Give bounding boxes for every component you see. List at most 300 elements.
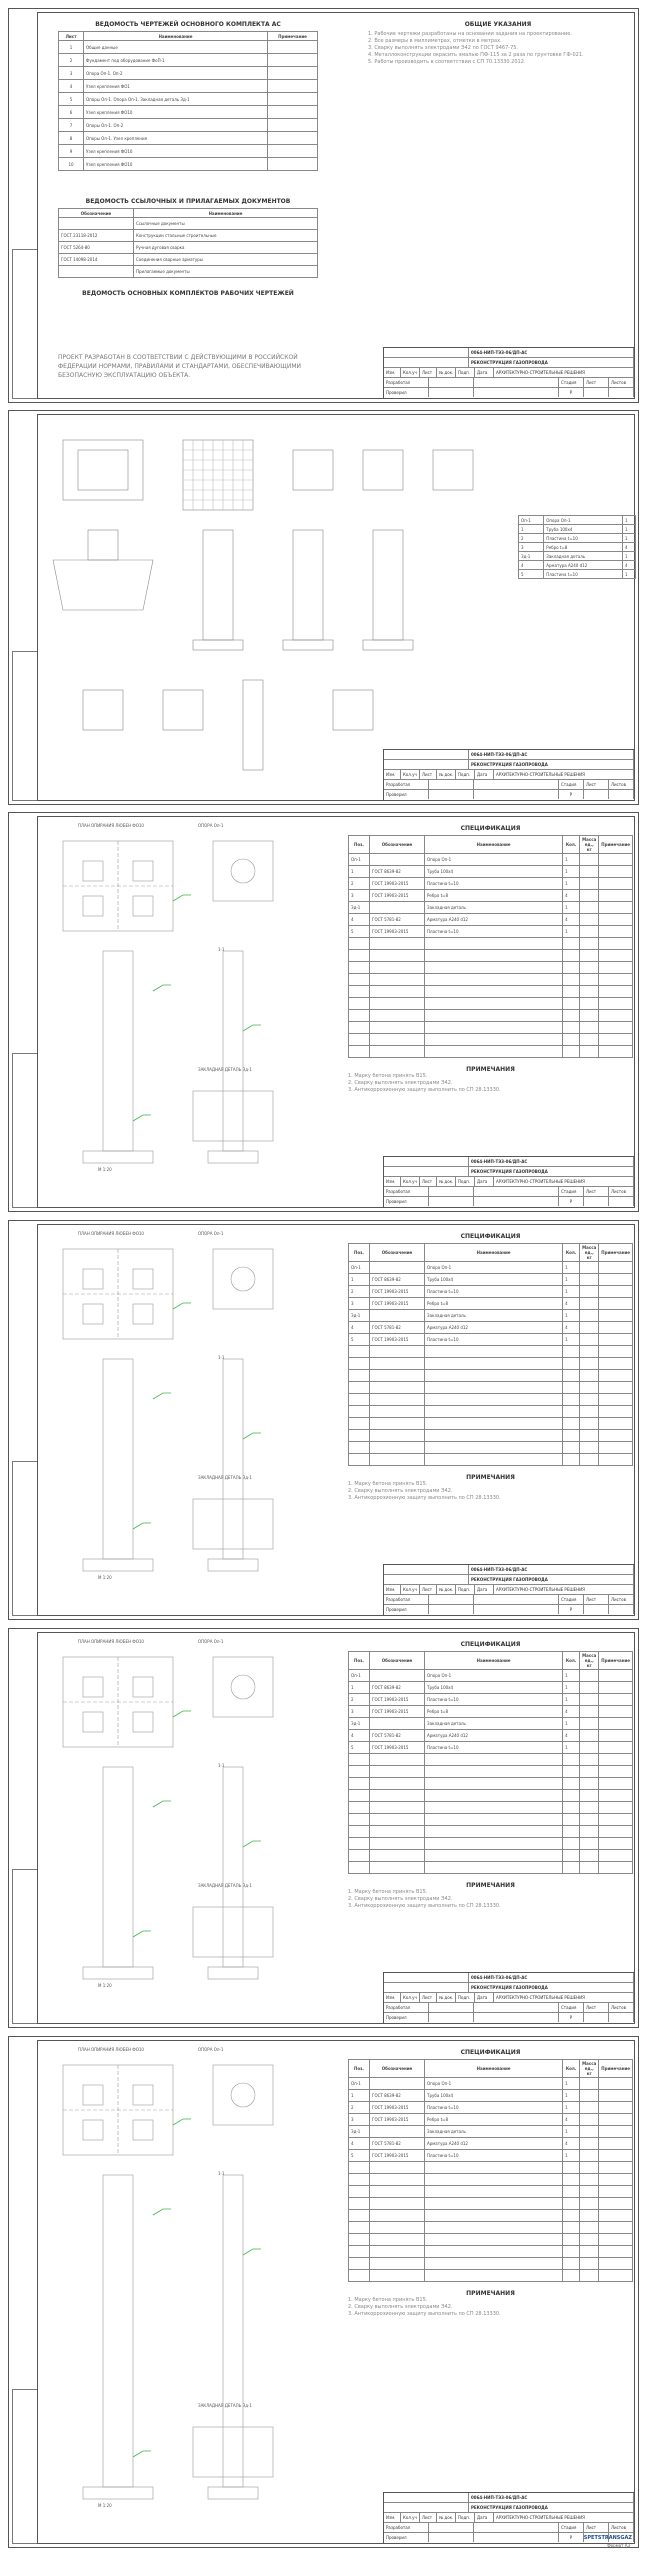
spec-table [348, 835, 633, 1058]
sheet-frame [37, 414, 635, 801]
spec-name: Арматура А240 d12 [425, 1322, 563, 1334]
stamp-dev-row [384, 378, 634, 388]
refs-title: ВЕДОМОСТЬ ССЫЛОЧНЫХ И ПРИЛАГАЕМЫХ ДОКУМЕНТОВ [85, 198, 291, 205]
table-row [59, 158, 318, 171]
spec-name: Опора Оп-1 [425, 1670, 563, 1682]
spec-doc [370, 1262, 425, 1274]
stamp-hdr-sign: Подп. [456, 2513, 475, 2522]
spec-table [348, 1243, 633, 1466]
spec-note: 1. Марку бетона принять B15. [348, 1889, 428, 1895]
stamp-hdr-doc: № док. [437, 770, 456, 779]
stamp-sheets-lbl: Листов [609, 378, 634, 387]
stamp-project-row [384, 1983, 634, 1993]
stamp-hdr-kol: Кол.уч [401, 1993, 420, 2002]
spec-name: Опора Оп-1 [425, 2078, 563, 2090]
table-row [349, 1838, 633, 1850]
table-row [349, 1706, 633, 1718]
spec-qty: 1 [563, 878, 580, 890]
stamp-dev-row [384, 780, 634, 790]
sheet-number: 8 [59, 132, 84, 145]
stamp-section: АРХИТЕКТУРНО-СТРОИТЕЛЬНЫЕ РЕШЕНИЯ [494, 1993, 634, 2002]
plan-label: ПЛАН ОПИРАНИЯ ЛЮБЕН ФО10 [78, 1639, 144, 1644]
stamp-hdr-izm: Изм. [384, 2513, 401, 2522]
table-row [349, 1298, 633, 1310]
table-row [349, 1274, 633, 1286]
spec-pos: 5 [519, 570, 544, 579]
spec-pos: Зд-1 [349, 1310, 370, 1322]
stamp-sheet-lbl: Лист [584, 1187, 609, 1196]
stamp-checked: Проверил [384, 2013, 429, 2022]
col-mass: Масса ед., кг [580, 836, 599, 854]
table-row [349, 1682, 633, 1694]
scale-label: М 1:20 [98, 1167, 112, 1172]
table-row [59, 67, 318, 80]
stamp-code: 0064-НИП-ТЭЗ-06/ДП-АС [469, 1157, 634, 1166]
table-row [349, 1286, 633, 1298]
spec-qty: 1 [563, 1742, 580, 1754]
table-row [349, 1802, 633, 1814]
spec-doc: ГОСТ 8639-82 [370, 2090, 425, 2102]
conformity-text: ПРОЕКТ РАЗРАБОТАН В СООТВЕТСТВИИ С ДЕЙСТВУЮЩИМИ В РОССИЙСКОЙ ФЕДЕРАЦИИ НОРМАМИ, ПРАВИЛАМИ И СТАНДАРТАМИ, ОБЕСПЕЧИВАЮЩИМИ БЕЗОПАСНУЮ ЭКСПЛУАТАЦИЮ ОБЪЕКТА. [58, 354, 302, 379]
spec-name: Ребро t=8 [425, 2114, 563, 2126]
col-name: Наименование [425, 1244, 563, 1262]
stamp-code-row [384, 750, 634, 760]
sheet-foundation [8, 410, 639, 805]
spec-pos: Зд-1 [349, 2126, 370, 2138]
spec-qty: 1 [563, 2102, 580, 2114]
notes-title: ПРИМЕЧАНИЯ [466, 1474, 515, 1481]
stamp-hdr-sign: Подп. [456, 1177, 475, 1186]
stamp-code: 0064-НИП-ТЭЗ-06/ДП-АС [469, 750, 634, 759]
stamp-sheets-lbl: Листов [609, 1187, 634, 1196]
zd-label: ЗАКЛАДНАЯ ДЕТАЛЬ Зд-1 [198, 1067, 252, 1072]
stamp-checked: Проверил [384, 2533, 429, 2542]
stamp-hdr-list: Лист [420, 1177, 437, 1186]
ref-doc: ГОСТ 14098-2014 [59, 254, 134, 266]
table-row [349, 926, 633, 938]
spec-qty: 1 [563, 1718, 580, 1730]
spec-name: Закладная деталь [425, 2126, 563, 2138]
col-doc: Обозначение [370, 2060, 425, 2078]
drawings-table [58, 31, 318, 171]
table-row [59, 218, 318, 230]
spec-doc: ГОСТ 19903-2015 [370, 1706, 425, 1718]
spec-doc: ГОСТ 19903-2015 [370, 878, 425, 890]
col-qty: Кол. [563, 836, 580, 854]
stamp-checked: Проверил [384, 1197, 429, 1206]
spec-name: Пластина t=10 [425, 1694, 563, 1706]
zd-label: ЗАКЛАДНАЯ ДЕТАЛЬ Зд-1 [198, 1883, 252, 1888]
spec-pos: 1 [349, 1682, 370, 1694]
spec-qty: 1 [563, 926, 580, 938]
stamp-stage-lbl: Стадия [559, 378, 584, 387]
spec-pos: Зд-1 [349, 902, 370, 914]
table-row [349, 1862, 633, 1874]
spec-name: Пластина t=10 [425, 1742, 563, 1754]
spec-pos: Оп-1 [349, 1262, 370, 1274]
stamp-code-row [384, 1565, 634, 1575]
section-label: 1-1 [218, 2171, 225, 2176]
stamp-sheet-lbl: Лист [584, 378, 609, 387]
stamp-code-row [384, 1973, 634, 1983]
stamp-code: 0064-НИП-ТЭЗ-06/ДП-АС [469, 1565, 634, 1574]
spec-name: Пластина t=10 [425, 2150, 563, 2162]
refs-list [58, 198, 318, 297]
stamp-project-row [384, 760, 634, 770]
stamp-section: АРХИТЕКТУРНО-СТРОИТЕЛЬНЫЕ РЕШЕНИЯ [494, 1585, 634, 1594]
stamp-hdr-date: Дата [475, 1177, 494, 1186]
spec-name: Пластина t=10 [425, 1286, 563, 1298]
stamp-chk-row [384, 1605, 634, 1614]
spec-table [348, 2059, 633, 2282]
stamp-hdr-list: Лист [420, 770, 437, 779]
table-row [349, 1358, 633, 1370]
spec-title: СПЕЦИФИКАЦИЯ [460, 1233, 521, 1240]
table-row [349, 2138, 633, 2150]
title-block [383, 1156, 635, 1208]
drawings-body [59, 41, 318, 171]
col-mass: Масса ед., кг [580, 2060, 599, 2078]
table-row [59, 145, 318, 158]
spec-pos: 4 [519, 561, 544, 570]
sheet-general-data [8, 8, 639, 403]
stamp-project-row [384, 1167, 634, 1177]
spec-note: 1. Марку бетона принять B15. [348, 1073, 428, 1079]
stamp-code: 0064-НИП-ТЭЗ-06/ДП-АС [469, 1973, 634, 1982]
spec-name: Арматура А240 d12 [425, 1730, 563, 1742]
sheet-number: 1 [59, 41, 84, 54]
side-strip [12, 1461, 38, 1616]
table-row [349, 2222, 633, 2234]
general-note: 5. Работы производить в соответствии с СП 70.13330.2012. [368, 59, 526, 65]
col-doc: Обозначение [370, 1652, 425, 1670]
spec-doc: ГОСТ 19903-2015 [370, 1694, 425, 1706]
spec-pos: 5 [349, 2150, 370, 2162]
table-row [349, 2150, 633, 2162]
table-row [349, 1430, 633, 1442]
spec-table [348, 1651, 633, 1874]
spec-pos: 3 [349, 1298, 370, 1310]
spec-pos: 5 [349, 926, 370, 938]
spec-qty: 1 [623, 570, 636, 579]
stamp-hdr-doc: № док. [437, 1993, 456, 2002]
spec-doc [370, 854, 425, 866]
sheet-name: Узел крепления ФО10 [84, 106, 268, 119]
col-qty: Кол. [563, 1652, 580, 1670]
table-row [59, 54, 318, 67]
spec-doc [370, 1310, 425, 1322]
stamp-header-row [384, 1177, 634, 1187]
stamp-hdr-kol: Кол.уч [401, 368, 420, 377]
spec-doc [370, 2126, 425, 2138]
col-note: Примечание [268, 32, 318, 41]
spec-qty: 1 [563, 854, 580, 866]
stamp-project: РЕКОНСТРУКЦИЯ ГАЗОПРОВОДА [469, 1167, 634, 1176]
stamp-hdr-date: Дата [475, 770, 494, 779]
table-row [349, 1790, 633, 1802]
stamp-checked: Проверил [384, 790, 429, 799]
table-row [349, 1022, 633, 1034]
stamp-hdr-izm: Изм. [384, 1177, 401, 1186]
table-row [349, 1010, 633, 1022]
spec-qty: 1 [623, 552, 636, 561]
spec-pos: Оп-1 [349, 2078, 370, 2090]
stamp-stage-lbl: Стадия [559, 2523, 584, 2532]
ref-name: Соединения сварные арматуры [134, 254, 318, 266]
attached-title: ВЕДОМОСТЬ ОСНОВНЫХ КОМПЛЕКТОВ РАБОЧИХ ЧЕРТЕЖЕЙ [82, 290, 294, 297]
stamp-sheets-lbl: Листов [609, 2003, 634, 2012]
table-row [349, 2090, 633, 2102]
spec-name: Закладная деталь [425, 1310, 563, 1322]
spec-doc: ГОСТ 19903-2015 [370, 2150, 425, 2162]
stamp-hdr-sign: Подп. [456, 1585, 475, 1594]
detail-drawing [43, 1239, 323, 1619]
table-row [349, 1778, 633, 1790]
table-row [349, 914, 633, 926]
stamp-developed: Разработал [384, 2003, 429, 2012]
stamp-code-row [384, 2493, 634, 2503]
spec-name: Пластина t=10 [425, 1334, 563, 1346]
spec-qty: 1 [563, 1286, 580, 1298]
spec-qty: 1 [563, 1670, 580, 1682]
table-row [349, 1766, 633, 1778]
sheet-frame [37, 12, 635, 399]
spec-note: 3. Антикоррозионную защиту выполнить по СП 28.13330. [348, 1495, 501, 1501]
spec-name: Закладная деталь [544, 552, 623, 561]
sheet-note [268, 119, 318, 132]
ref-name: Ссылочные документы [134, 218, 318, 230]
ref-doc [59, 218, 134, 230]
table-row [349, 1730, 633, 1742]
stamp-chk-row [384, 2013, 634, 2022]
spec-pos: Оп-1 [349, 1670, 370, 1682]
spec-doc: ГОСТ 8639-82 [370, 1682, 425, 1694]
drawings-list-title: ВЕДОМОСТЬ ЧЕРТЕЖЕЙ ОСНОВНОГО КОМПЛЕКТА АС [95, 21, 281, 28]
table-row [349, 1670, 633, 1682]
table-row [349, 950, 633, 962]
stamp-stage-lbl: Стадия [559, 780, 584, 789]
table-row [349, 2162, 633, 2174]
stamp-header-row [384, 2513, 634, 2523]
col-pos: Поз. [349, 836, 370, 854]
table-row [349, 2234, 633, 2246]
spec-pos: 4 [349, 2138, 370, 2150]
sheet-name: Узел крепления ФО10 [84, 158, 268, 171]
spec-qty: 1 [563, 2090, 580, 2102]
sheet-name: Опоры Оп-1. Опора Оп-1. Закладная деталь Зд-1 [84, 93, 268, 106]
ref-name: Конструкции стальные строительные [134, 230, 318, 242]
stamp-chk-row [384, 790, 634, 799]
spec-pos: Зд-1 [349, 1718, 370, 1730]
stamp-hdr-date: Дата [475, 1993, 494, 2002]
spec-name: Закладная деталь [425, 1718, 563, 1730]
stamp-hdr-izm: Изм. [384, 1585, 401, 1594]
table-row [59, 119, 318, 132]
stamp-hdr-izm: Изм. [384, 368, 401, 377]
col-note: Примечание [599, 836, 633, 854]
general-note: 2. Все размеры в миллиметрах, отметки в метрах. [368, 38, 502, 44]
col-note: Примечание [599, 1652, 633, 1670]
stamp-stage: Р [559, 1605, 584, 1614]
spec-doc: ГОСТ 8639-82 [370, 866, 425, 878]
sheet-number: 2 [59, 54, 84, 67]
spec-note: 2. Сварку выполнять электродами Э42. [348, 1896, 453, 1902]
stamp-hdr-list: Лист [420, 2513, 437, 2522]
table-row [349, 1826, 633, 1838]
scale-label: М 1:20 [98, 1983, 112, 1988]
spec-name: Труба 100x4 [425, 2090, 563, 2102]
spec-qty: 4 [563, 914, 580, 926]
table-row [349, 1046, 633, 1058]
col-qty: Кол. [563, 2060, 580, 2078]
spec-block [348, 1641, 633, 1910]
stamp-section: АРХИТЕКТУРНО-СТРОИТЕЛЬНЫЕ РЕШЕНИЯ [494, 770, 634, 779]
table-row [519, 534, 636, 543]
detail-drawing [43, 831, 323, 1211]
ref-doc [59, 266, 134, 278]
spec-doc [370, 1718, 425, 1730]
stamp-project-row [384, 1575, 634, 1585]
table-row [519, 516, 636, 525]
spec-pos: 2 [349, 1286, 370, 1298]
table-row [59, 266, 318, 278]
table-row [349, 1382, 633, 1394]
stamp-project: РЕКОНСТРУКЦИЯ ГАЗОПРОВОДА [469, 1983, 634, 1992]
spec-qty: 4 [563, 1322, 580, 1334]
spec-name: Пластина t=10 [425, 878, 563, 890]
spec-doc [370, 2078, 425, 2090]
table-row [349, 2102, 633, 2114]
spec-pos: 3 [349, 890, 370, 902]
table-row [349, 854, 633, 866]
spec-note: 3. Антикоррозионную защиту выполнить по СП 28.13330. [348, 1903, 501, 1909]
sheet-number: 9 [59, 145, 84, 158]
spec-pos: 5 [349, 1742, 370, 1754]
spec-qty: 4 [563, 1730, 580, 1742]
stamp-dev-row [384, 2003, 634, 2013]
stamp-developed: Разработал [384, 378, 429, 387]
stamp-header-row [384, 1993, 634, 2003]
table-row [349, 2258, 633, 2270]
table-row [349, 2246, 633, 2258]
stamp-sheet-lbl: Лист [584, 2003, 609, 2012]
table-row [59, 80, 318, 93]
table-row [349, 1754, 633, 1766]
spec-doc: ГОСТ 19903-2015 [370, 926, 425, 938]
stamp-stage: Р [559, 2533, 584, 2542]
table-row [519, 525, 636, 534]
sheet-detail [8, 2036, 639, 2548]
spec-doc: ГОСТ 19903-2015 [370, 2114, 425, 2126]
col-sheet: Лист [59, 32, 84, 41]
table-row [349, 1034, 633, 1046]
table-row [519, 561, 636, 570]
stamp-chk-row [384, 388, 634, 397]
stamp-section: АРХИТЕКТУРНО-СТРОИТЕЛЬНЫЕ РЕШЕНИЯ [494, 368, 634, 377]
stamp-sheet-lbl: Лист [584, 780, 609, 789]
sheet-frame [37, 1632, 635, 2024]
ref-doc: ГОСТ 23118-2012 [59, 230, 134, 242]
stamp-hdr-kol: Кол.уч [401, 770, 420, 779]
general-note: 1. Рабочие чертежи разработаны на основании задания на проектирование. [368, 31, 572, 37]
spec-block [348, 825, 633, 1094]
spec-pos: 2 [349, 878, 370, 890]
stamp-stage: Р [559, 790, 584, 799]
spec-pos: 2 [349, 2102, 370, 2114]
notes-title: ПРИМЕЧАНИЯ [466, 2290, 515, 2297]
stamp-dev-row [384, 1595, 634, 1605]
stamp-header-row [384, 368, 634, 378]
spec-qty: 4 [563, 1298, 580, 1310]
stamp-sheet-lbl: Лист [584, 2523, 609, 2532]
stamp-hdr-list: Лист [420, 1993, 437, 2002]
table-row [59, 93, 318, 106]
spec-qty: 1 [563, 1694, 580, 1706]
section-label: 1-1 [218, 947, 225, 952]
sheet-name: Опора Оп-1. Оп-2 [84, 67, 268, 80]
stamp-project-row [384, 358, 634, 368]
stamp-stage-lbl: Стадия [559, 1595, 584, 1604]
spec-qty: 1 [563, 1274, 580, 1286]
stamp-checked: Проверил [384, 1605, 429, 1614]
spec-name: Труба 100x4 [425, 866, 563, 878]
sheet-detail [8, 1220, 639, 1620]
spec-doc: ГОСТ 19903-2015 [370, 1742, 425, 1754]
table-row [349, 1334, 633, 1346]
sheet-note [268, 41, 318, 54]
stamp-sheets-lbl: Листов [609, 1595, 634, 1604]
spec-pos: 1 [349, 866, 370, 878]
table-row [519, 570, 636, 579]
table-row [349, 998, 633, 1010]
stamp-hdr-doc: № док. [437, 1585, 456, 1594]
refs-table [58, 208, 318, 278]
stamp-hdr-izm: Изм. [384, 770, 401, 779]
sheet-note [268, 80, 318, 93]
spec-qty: 4 [563, 2114, 580, 2126]
spec-block [348, 2049, 633, 2318]
col-name: Наименование [425, 1652, 563, 1670]
spec-qty: 1 [563, 2150, 580, 2162]
sheet-number: 4 [59, 80, 84, 93]
sheet-name: Узел крепления ФО10 [84, 145, 268, 158]
table-row [349, 1694, 633, 1706]
spec-name: Пластина t=10 [425, 926, 563, 938]
ref-name: Прилагаемые документы [134, 266, 318, 278]
spec-qty: 4 [563, 890, 580, 902]
spec-name: Закладная деталь [425, 902, 563, 914]
spec-pos: 3 [349, 1706, 370, 1718]
table-row [349, 890, 633, 902]
spec-qty: 1 [563, 1334, 580, 1346]
spec-doc: ГОСТ 8639-82 [370, 1274, 425, 1286]
stamp-hdr-sign: Подп. [456, 1993, 475, 2002]
general-notes [368, 21, 628, 66]
spec-doc: ГОСТ 5781-82 [370, 1730, 425, 1742]
spec-qty: 1 [623, 534, 636, 543]
spec-pos: 1 [349, 2090, 370, 2102]
spec-doc: ГОСТ 5781-82 [370, 2138, 425, 2150]
spec-doc: ГОСТ 19903-2015 [370, 2102, 425, 2114]
stamp-code-row [384, 348, 634, 358]
col-mass: Масса ед., кг [580, 1652, 599, 1670]
table-row [349, 974, 633, 986]
table-row [59, 230, 318, 242]
table-row [349, 2078, 633, 2090]
general-note: 4. Металлоконструкции окрасить эмалью ПФ-115 за 2 раза по грунтовке ГФ-021. [368, 52, 584, 58]
col-mass: Масса ед., кг [580, 1244, 599, 1262]
table-row [349, 1742, 633, 1754]
